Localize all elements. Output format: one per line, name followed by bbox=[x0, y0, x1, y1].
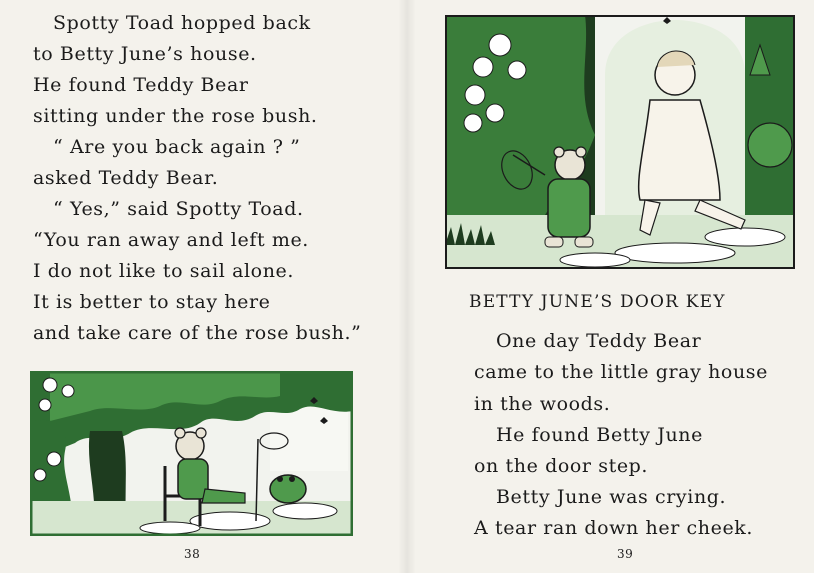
right-page bbox=[407, 0, 814, 573]
page-number: 39 bbox=[617, 547, 634, 561]
text-line: sitting under the rose bush. bbox=[33, 105, 318, 127]
text-line: A tear ran down her cheek. bbox=[474, 517, 754, 539]
text-line: “You ran away and left me. bbox=[33, 229, 309, 251]
page-number: 38 bbox=[184, 547, 201, 561]
text-line: to Betty June’s house. bbox=[33, 43, 257, 65]
text-line: It is better to stay here bbox=[33, 291, 271, 313]
story-heading: BETTY JUNE’S DOOR KEY bbox=[469, 292, 726, 312]
text-line: “ Yes,” said Spotty Toad. bbox=[53, 198, 304, 220]
teddy-bear-and-toad-illustration bbox=[30, 371, 353, 536]
text-line: came to the little gray house bbox=[474, 361, 768, 383]
text-line: “ Are you back again ? ” bbox=[53, 136, 301, 158]
text-line: Betty June was crying. bbox=[496, 486, 727, 508]
text-line: One day Teddy Bear bbox=[496, 330, 702, 352]
text-line: and take care of the rose bush.” bbox=[33, 322, 362, 344]
betty-june-crying-illustration bbox=[445, 15, 795, 269]
text-line: He found Betty June bbox=[496, 424, 703, 446]
text-line: on the door step. bbox=[474, 455, 649, 477]
text-line: Spotty Toad hopped back bbox=[53, 12, 311, 34]
text-line: I do not like to sail alone. bbox=[33, 260, 295, 282]
text-line: in the woods. bbox=[474, 393, 611, 415]
text-line: He found Teddy Bear bbox=[33, 74, 249, 96]
text-line: asked Teddy Bear. bbox=[33, 167, 219, 189]
